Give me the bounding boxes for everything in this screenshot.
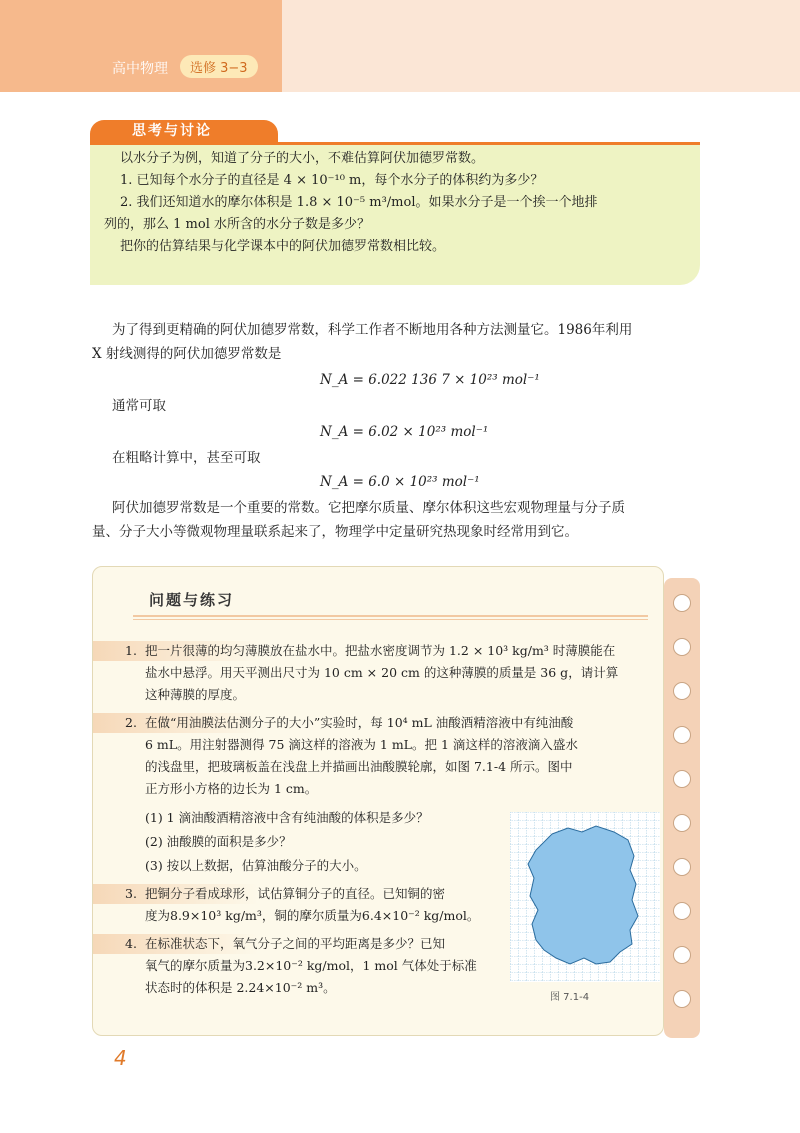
exercise-title: 问题与练习 (149, 591, 235, 609)
ring-icon (673, 594, 691, 612)
question-text: 把铜分子看成球形，试估算铜分子的直径。已知铜的密 (145, 886, 446, 901)
think-line: 2. 我们还知道水的摩尔体积是 1.8 × 10⁻⁵ m³/mol。如果水分子是一个挨一个地排 (120, 195, 598, 210)
ring-icon (673, 990, 691, 1008)
question-text: 的浅盘里，把玻璃板盖在浅盘上并描画出油酸膜轮廓，如图 7.1-4 所示。图中 (145, 759, 573, 774)
oil-film-grid-figure (510, 812, 660, 982)
ring-icon (673, 946, 691, 964)
question-text: 度为8.9×10³ kg/m³，铜的摩尔质量为6.4×10⁻² kg/mol。 (145, 908, 480, 923)
sub-question: (1) 1 滴油酸酒精溶液中含有纯油酸的体积是多少？ (145, 810, 429, 825)
paragraph: X 射线测得的阿伏加德罗常数是 (92, 346, 282, 362)
question-number: 2. (125, 715, 137, 730)
ring-icon (673, 726, 691, 744)
paragraph: 阿伏加德罗常数是一个重要的常数。它把摩尔质量、摩尔体积这些宏观物理量与分子质 (112, 500, 625, 516)
think-title: 思考与讨论 (90, 120, 278, 142)
think-discuss-box (90, 120, 700, 285)
paragraph: 通常可取 (112, 398, 166, 414)
question-number: 4. (125, 936, 137, 951)
binder-strip (664, 578, 700, 1038)
paragraph: 量、分子大小等微观物理量联系起来了，物理学中定量研究热现象时经常用到它。 (92, 524, 578, 540)
oil-film-shape (528, 826, 638, 964)
question-text: 盐水中悬浮。用天平测出尺寸为 10 cm × 20 cm 的这种薄膜的质量是 36 g，请计算 (145, 665, 619, 680)
question-text: 氧气的摩尔质量为3.2×10⁻² kg/mol，1 mol 气体处于标准 (145, 958, 477, 973)
book-title: 高中物理 (112, 61, 168, 77)
think-line: 1. 已知每个水分子的直径是 4 × 10⁻¹⁰ m，每个水分子的体积约为多少？ (120, 173, 544, 188)
question-text: 在做“用油膜法估测分子的大小”实验时，每 10⁴ mL 油酸酒精溶液中有纯油酸 (145, 715, 574, 730)
think-line: 把你的估算结果与化学课本中的阿伏加德罗常数相比较。 (120, 239, 446, 254)
header-band-light (282, 0, 800, 92)
divider (133, 619, 648, 620)
paragraph: 在粗略计算中，甚至可取 (112, 450, 261, 466)
ring-icon (673, 814, 691, 832)
question-number: 3. (125, 886, 137, 901)
ring-icon (673, 902, 691, 920)
ring-icon (673, 858, 691, 876)
question-text: 在标准状态下，氧气分子之间的平均距离是多少？已知 (145, 936, 446, 951)
ring-icon (673, 682, 691, 700)
question-text: 这种薄膜的厚度。 (145, 687, 246, 702)
question-text: 6 mL。用注射器测得 75 滴这样的溶液为 1 mL。把 1 滴这样的溶液滴入盛水 (145, 737, 578, 752)
sub-question: (3) 按以上数据，估算油酸分子的大小。 (145, 858, 367, 873)
ring-icon (673, 638, 691, 656)
header-band (0, 0, 282, 92)
question-text: 正方形小方格的边长为 1 cm。 (145, 781, 318, 796)
equation: N_A = 6.02 × 10²³ mol⁻¹ (320, 424, 489, 440)
question-text: 把一片很薄的均匀薄膜放在盐水中。把盐水密度调节为 1.2 × 10³ kg/m³ 时薄膜能在 (145, 643, 616, 658)
divider (133, 615, 648, 617)
think-line: 以水分子为例，知道了分子的大小，不难估算阿伏加德罗常数。 (120, 151, 485, 166)
equation: N_A = 6.0 × 10²³ mol⁻¹ (320, 474, 480, 490)
sub-question: (2) 油酸膜的面积是多少？ (145, 834, 292, 849)
equation: N_A = 6.022 136 7 × 10²³ mol⁻¹ (320, 372, 540, 388)
ring-icon (673, 770, 691, 788)
figure-caption: 图 7.1-4 (550, 992, 590, 1003)
question-text: 状态时的体积是 2.24×10⁻² m³。 (145, 980, 336, 995)
think-line: 列的，那么 1 mol 水所含的水分子数是多少？ (104, 217, 370, 232)
paragraph: 为了得到更精确的阿伏加德罗常数，科学工作者不断地用各种方法测量它。1986年利用 (112, 322, 633, 338)
question-number: 1. (125, 643, 137, 658)
volume-badge: 选修 3−3 (180, 55, 258, 78)
page-number: 4 (114, 1046, 127, 1070)
